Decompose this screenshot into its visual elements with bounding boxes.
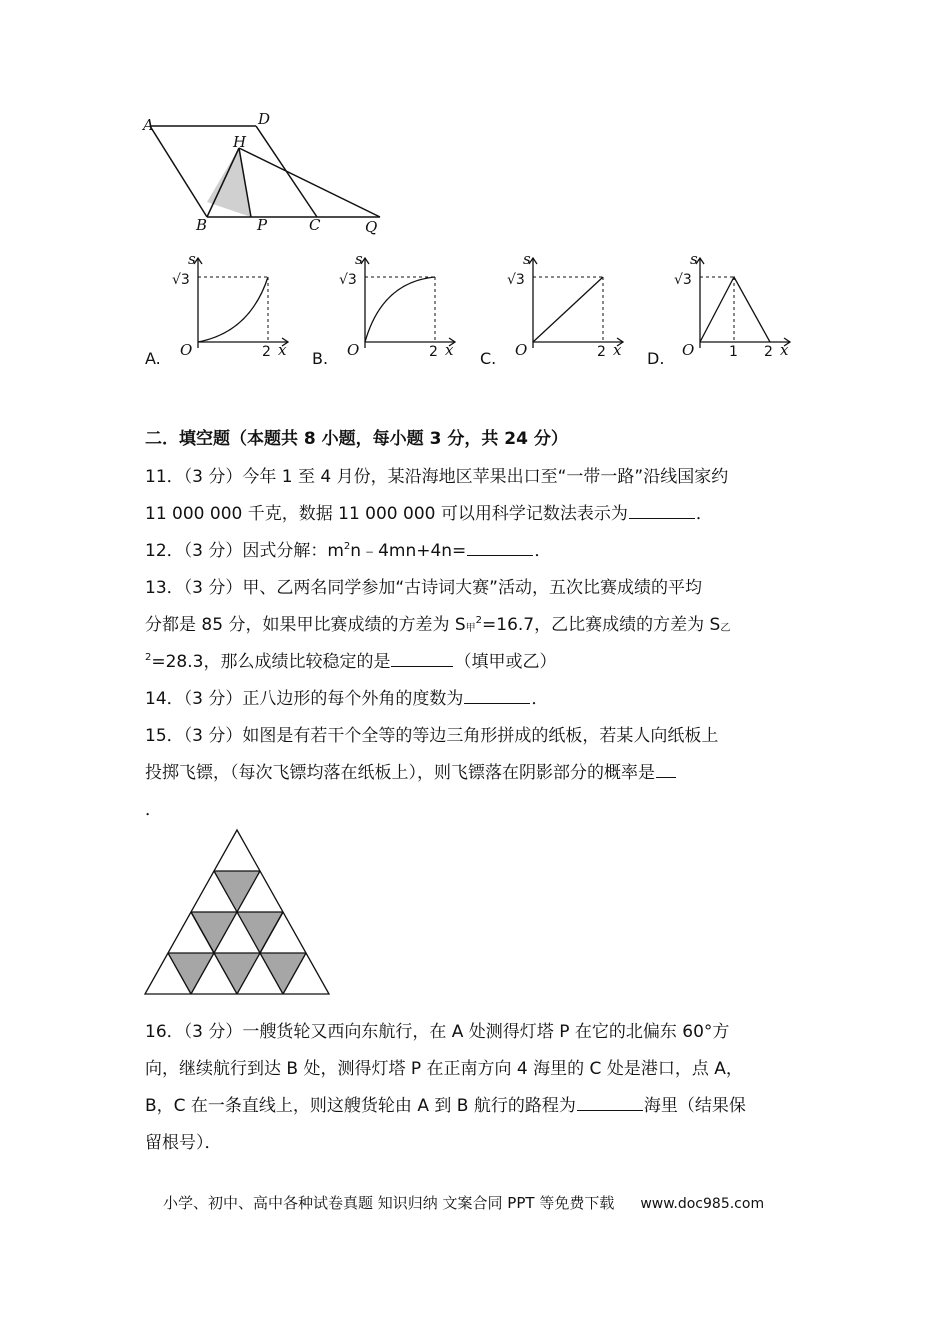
origin-label: O	[347, 341, 360, 359]
shaded-triangle	[260, 953, 306, 994]
q13-line2	[145, 610, 730, 635]
q12-pre: 12．（3 分）因式分解：m	[145, 541, 344, 561]
shaded-triangle	[191, 912, 237, 953]
shaded-triangle	[237, 912, 283, 953]
axis-x-label: x	[278, 341, 287, 359]
q11-end: ．	[695, 504, 713, 524]
root3-label: √3	[172, 272, 190, 288]
label-q: Q	[365, 218, 378, 236]
q13-line2-mid: =16.7，乙比赛成绩的方差为 S	[482, 615, 721, 635]
q13-line2-pre: 分都是 85 分，如果甲比赛成绩的方差为 S	[145, 615, 466, 635]
option-d-graph	[672, 252, 802, 362]
q13-sub-yi: 乙	[720, 623, 731, 634]
origin-label: O	[682, 341, 695, 359]
q11-line2	[145, 499, 713, 524]
q12-end: ．	[534, 541, 552, 561]
q16-line4: 留根号）．	[145, 1133, 222, 1153]
q16-line3-post: 海里（结果保	[643, 1096, 746, 1116]
shaded-triangle	[214, 953, 260, 994]
q13-line3-post: =28.3，那么成绩比较稳定的是	[151, 652, 391, 672]
option-a-label: A.	[145, 349, 161, 368]
option-b-graph	[337, 252, 467, 362]
q16-answer-blank	[577, 1094, 643, 1111]
option-c-label: C.	[480, 349, 497, 368]
label-b: B	[196, 216, 208, 234]
q15-line2-text: 投掷飞镖，（每次飞镖均落在纸板上），则飞镖落在阴影部分的概率是	[145, 763, 655, 783]
q14-pre: 14．（3 分）正八边形的每个外角的度数为	[145, 689, 464, 709]
q13-line3-end: （填甲或乙）	[454, 652, 557, 672]
q14-answer-blank	[464, 687, 530, 704]
q13-sup-jia: 2	[475, 615, 483, 626]
q12-line	[145, 536, 551, 561]
shaded-triangle	[214, 871, 260, 912]
shaded-triangle	[168, 953, 214, 994]
tick-2-label: 2	[764, 344, 773, 360]
q14-end: ．	[531, 689, 549, 709]
label-a: A	[143, 116, 154, 134]
label-h: H	[233, 133, 247, 151]
q11-answer-blank	[629, 502, 695, 519]
q16-line2: 向，继续航行到达 B 处，测得灯塔 P 在正南方向 4 海里的 C 处是港口，点 A，	[145, 1059, 743, 1079]
option-c-graph	[505, 252, 635, 362]
axis-x-label: x	[780, 341, 789, 359]
footer-text: 小学、初中、高中各种试卷真题 知识归纳 文案合同 PPT 等免费下载	[163, 1194, 615, 1212]
origin-label: O	[180, 341, 193, 359]
axis-x-label: x	[445, 341, 454, 359]
q16-line3	[145, 1091, 746, 1116]
label-d: D	[258, 110, 271, 128]
q15-line1: 15．（3 分）如图是有若干个全等的等边三角形拼成的纸板，若某人向纸板上	[145, 726, 719, 746]
q11-line1: 11．（3 分）今年 1 至 4 月份，某沿海地区苹果出口至“一带一路”沿线国家约	[145, 467, 729, 487]
origin-label: O	[515, 341, 528, 359]
q13-answer-blank	[391, 650, 453, 667]
q16-line3-pre: B，C 在一条直线上，则这艘货轮由 A 到 B 航行的路程为	[145, 1096, 576, 1116]
option-a-graph	[170, 252, 300, 362]
q13-line3	[145, 647, 556, 672]
triangle-board-figure	[142, 826, 334, 998]
q15-answer-blank	[656, 761, 676, 778]
q16-line1: 16．（3 分）一艘货轮又西向东航行，在 A 处测得灯塔 P 在它的北偏东 60°方	[145, 1022, 730, 1042]
q12-mid: n﹣4mn+4n=	[350, 541, 467, 561]
axis-s-label: s	[355, 252, 363, 268]
axis-s-label: s	[690, 252, 698, 268]
tick-2-label: 2	[597, 344, 606, 360]
root3-label: √3	[507, 272, 525, 288]
footer-url[interactable]: www.doc985.com	[640, 1196, 765, 1212]
q15-line2	[145, 758, 677, 783]
root3-label: √3	[339, 272, 357, 288]
parallelogram-figure	[140, 108, 400, 238]
axis-s-label: s	[523, 252, 531, 268]
q14-line	[145, 684, 548, 709]
axis-s-label: s	[188, 252, 196, 268]
page-footer	[163, 1192, 764, 1213]
label-c: C	[309, 216, 321, 234]
q13-line1: 13．（3 分）甲、乙两名同学参加“古诗词大赛”活动，五次比赛成绩的平均	[145, 578, 702, 598]
tick-2-label: 2	[429, 344, 438, 360]
tick-1-label: 1	[729, 344, 738, 360]
tick-2-label: 2	[262, 344, 271, 360]
q13-sub-jia: 甲	[465, 623, 476, 634]
option-d-label: D.	[647, 349, 665, 368]
axis-x-label: x	[613, 341, 622, 359]
q15-line3: ．	[145, 800, 162, 820]
root3-label: √3	[674, 272, 692, 288]
label-p: P	[257, 216, 268, 234]
q12-sup: 2	[343, 541, 351, 552]
q12-answer-blank	[467, 539, 533, 556]
q13-sup-yi: 2	[145, 652, 152, 663]
q11-text: 11 000 000 千克，数据 11 000 000 可以用科学记数法表示为	[145, 504, 628, 524]
option-b-label: B.	[312, 349, 329, 368]
section-title: 二．填空题（本题共 8 小题，每小题 3 分，共 24 分）	[145, 429, 568, 449]
